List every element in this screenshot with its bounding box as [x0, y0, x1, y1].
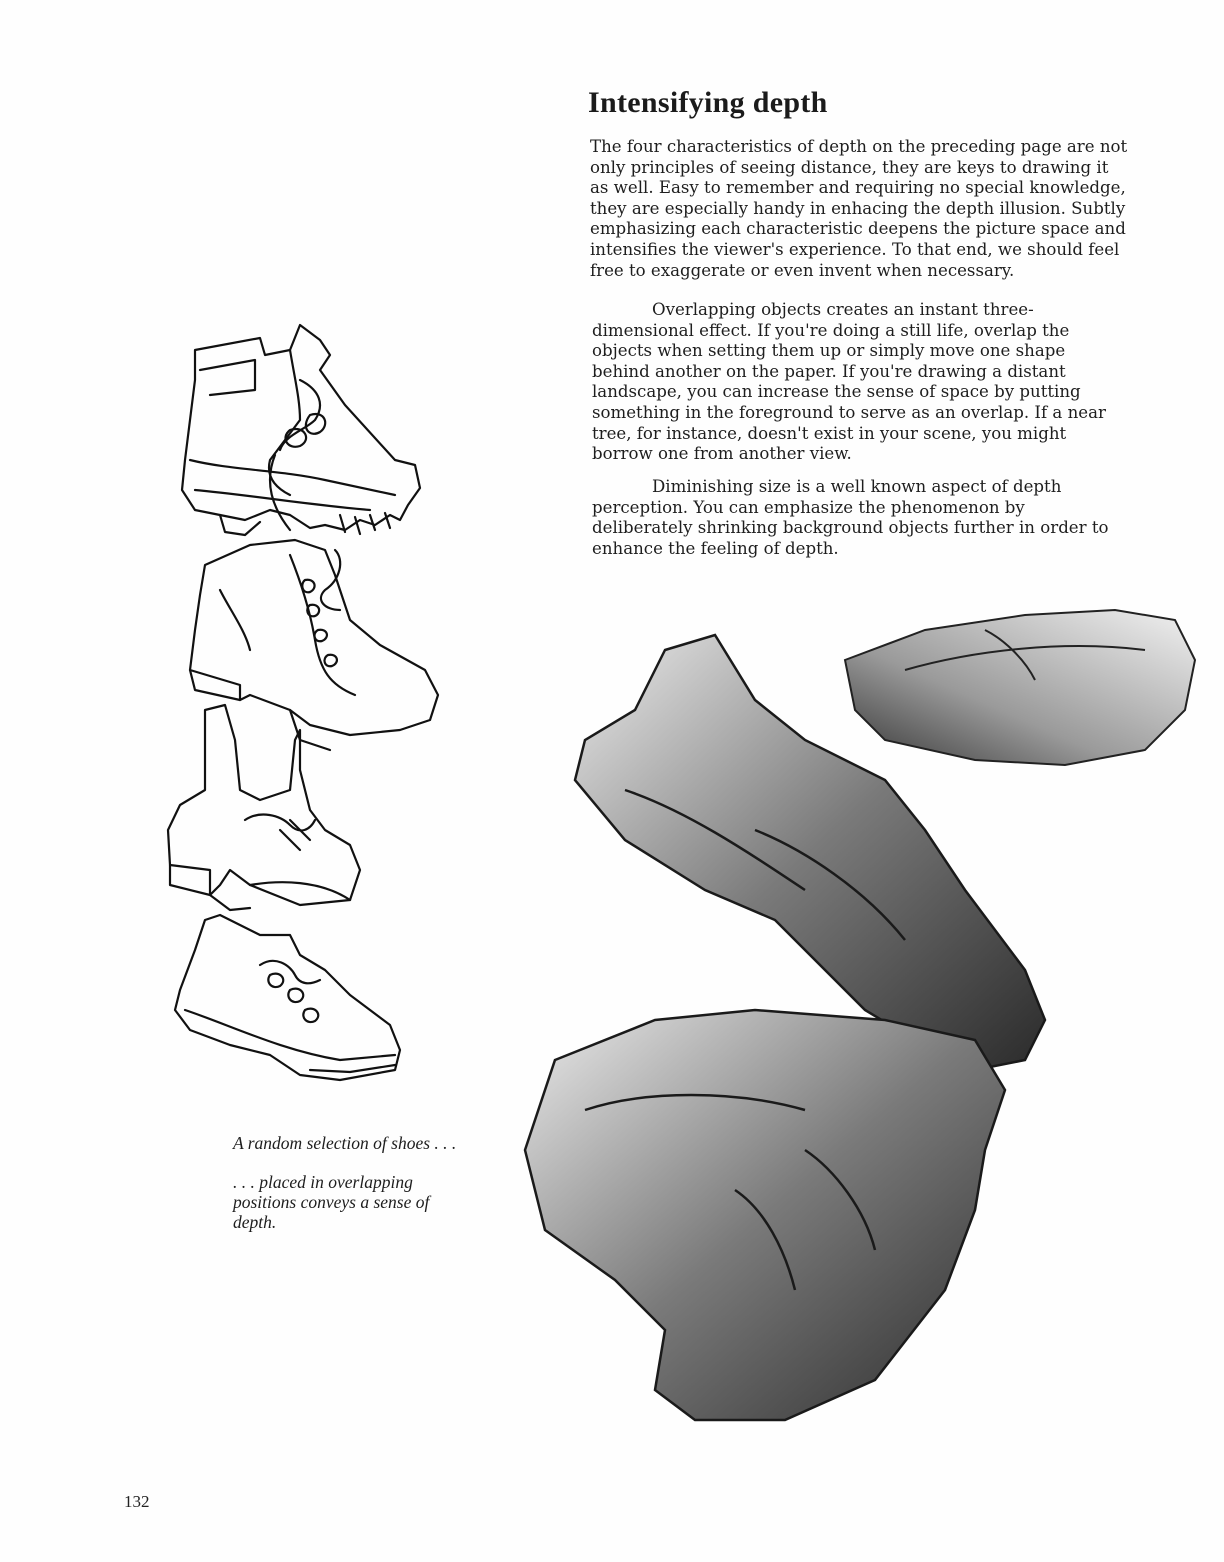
paragraph-3-line: Diminishing size is a well known aspect of depth [652, 477, 1062, 496]
boot-charcoal-lower [525, 1010, 1005, 1420]
paragraph-1-line: emphasizing each characteristic deepens the picture space and [590, 219, 1126, 239]
page-number: 132 [124, 1492, 150, 1511]
page-title: Intensifying depth [588, 86, 828, 119]
paragraph-1-line: intensifies the viewer's experience. To that end, we should feel [590, 239, 1120, 259]
shoe-stack-line-drawing [150, 310, 460, 1100]
paragraph-2-line: behind another on the paper. If you're drawing a distant [592, 361, 1066, 381]
paragraph-1-line: only principles of seeing distance, they are keys to drawing it [590, 157, 1109, 177]
paragraph-1-line: free to exaggerate or even invent when necessary. [590, 260, 1015, 280]
hiking-boot-drawing [182, 325, 420, 535]
paragraph-1-line: they are especially handy in enhacing the depth illusion. Subtly [590, 198, 1126, 218]
work-boot-drawing [168, 705, 360, 910]
paragraph-2 [592, 300, 1154, 465]
paragraph-2-line: dimensional effect. If you're doing a still life, overlap the [592, 320, 1070, 340]
paragraph-2-line: landscape, you can increase the sense of space by putting [592, 382, 1081, 402]
paragraph-3-line: enhance the feeling of depth. [592, 538, 839, 558]
lace-up-boot-drawing [190, 540, 438, 750]
overlapping-shoes-charcoal-drawing [505, 590, 1205, 1520]
paragraph-1-line: The four characteristics of depth on the preceding page are not [590, 137, 1128, 156]
paragraph-3-line: deliberately shrinking background objects further in order to [592, 518, 1109, 538]
paragraph-2-line: borrow one from another view. [592, 444, 852, 464]
paragraph-3 [592, 477, 1154, 559]
sneaker-charcoal [845, 610, 1195, 765]
figure-caption-1: A random selection of shoes . . . [233, 1133, 457, 1153]
sneaker-drawing [175, 915, 400, 1080]
paragraph-1 [590, 137, 1172, 281]
paragraph-2-line: something in the foreground to serve as an overlap. If a near [592, 402, 1106, 422]
figure-caption-2: . . . placed in overlapping positions conveys a sense of depth. [233, 1172, 430, 1232]
paragraph-1-line: as well. Easy to remember and requiring no special knowledge, [590, 178, 1126, 198]
paragraph-2-line: tree, for instance, doesn't exist in your scene, you might [592, 423, 1067, 443]
paragraph-2-line: Overlapping objects creates an instant three- [652, 300, 1034, 319]
paragraph-3-line: perception. You can emphasize the phenomenon by [592, 497, 1025, 517]
paragraph-2-line: objects when setting them up or simply move one shape [592, 341, 1066, 361]
